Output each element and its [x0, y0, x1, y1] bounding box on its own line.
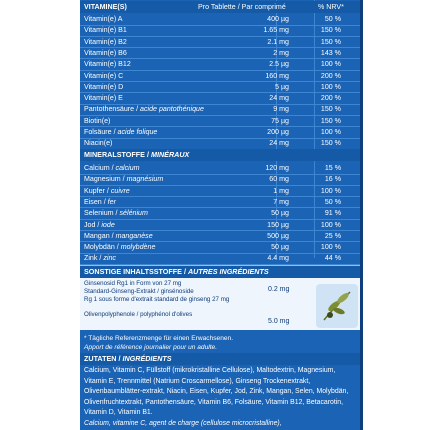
mineral-row	[80, 186, 363, 198]
nutrient-name-de: Eisen	[84, 197, 102, 206]
ginsenoside-line-1: Ginsenosid Rg1 in Form von 27 mg	[84, 280, 182, 287]
nutrient-name-de: Kupfer	[84, 186, 105, 195]
other-ingredients-box	[80, 278, 363, 330]
ingredients-text-fr: Calcium, vitamine C, agent de charge (cellulose microcristalline),	[84, 419, 282, 427]
mineral-row	[80, 208, 363, 220]
nutrient-name: Pantothensäure / acide pantothénique	[84, 105, 204, 114]
vitamin-row	[80, 93, 363, 105]
nutrient-name: Zink / zinc	[84, 254, 116, 263]
nutrient-name-de: Molybdän	[84, 243, 115, 252]
package-edge	[360, 0, 363, 430]
nutrient-amount: 500 µg	[267, 231, 289, 240]
nutrient-name-de: Vitamin(e) C	[84, 71, 124, 80]
nutrient-amount: 200 µg	[267, 128, 289, 136]
nutrient-name-de: Selenium	[84, 209, 114, 218]
nutrient-name	[84, 71, 123, 83]
vitamin-row	[80, 127, 363, 139]
mineral-row	[80, 242, 363, 254]
nutrient-nrv: 150 %	[320, 116, 341, 125]
nutrient-nrv: 143 %	[320, 48, 341, 57]
nutrient-name-de: Vitamin(e) E	[84, 94, 123, 103]
nutrient-name	[84, 82, 123, 94]
minerals-header: MINERALSTOFFE / MINÉRAUX	[80, 149, 363, 161]
nutrition-panel	[80, 0, 363, 430]
footnote-fr: Apport de référence journalier pour un adulte.	[84, 344, 218, 351]
nutrient-amount: 150 µg	[267, 220, 289, 229]
nutrient-name: Mangan / manganèse	[84, 231, 153, 240]
nutrient-nrv: 16 %	[324, 175, 341, 184]
nutrient-name-de: Niacin(e)	[84, 139, 113, 148]
nutrient-name-de: Vitamin(e) B1	[84, 26, 127, 35]
nutrient-name	[84, 59, 131, 71]
nutrient-nrv: 50 %	[324, 197, 341, 206]
vitamins-title: VITAMINE(S)	[84, 3, 127, 11]
nutrient-amount: 50 µg	[271, 209, 289, 218]
ginsenoside-line-2: Standard-Ginseng-Extrakt / ginsénoside	[84, 288, 194, 295]
nutrient-name	[84, 93, 123, 105]
nutrient-name	[84, 37, 127, 49]
nutrient-name-de: Magnesium	[84, 175, 121, 184]
nutrient-amount: 160 mg	[265, 71, 289, 80]
nutrient-amount: 24 mg	[269, 94, 289, 103]
other-title: SONSTIGE INHALTSSTOFFE	[84, 267, 182, 276]
vitamin-row	[80, 48, 363, 60]
vitamin-row	[80, 116, 363, 128]
ginsenoside-value: 0.2 mg	[268, 286, 290, 293]
minerals-title: MINERALSTOFFE	[84, 150, 145, 159]
nutrient-amount: 5 µg	[275, 82, 289, 91]
nutrient-name: Eisen / fer	[84, 197, 116, 206]
nutrient-nrv: 15 %	[324, 164, 341, 172]
mineral-row	[80, 174, 363, 186]
nutrient-amount: 400 µg	[267, 15, 289, 23]
nutrient-name	[84, 25, 127, 37]
nutrient-name-fr: calcium	[115, 164, 140, 172]
nrv-label: % NRV*	[318, 3, 344, 11]
nutrient-name-de: Vitamin(e) A	[84, 15, 123, 23]
per-tablet-label: Pro Tablette / Par comprimé	[198, 3, 286, 11]
nutrient-name-de: Vitamin(e) B2	[84, 37, 127, 46]
nutrient-nrv: 100 %	[320, 82, 341, 91]
minerals-title-fr: MINÉRAUX	[150, 150, 190, 159]
nutrient-name	[84, 116, 110, 128]
nutrient-name	[84, 14, 123, 26]
nutrient-name-fr: acide folique	[117, 128, 158, 136]
nutrient-amount: 1.65 mg	[263, 26, 289, 35]
nutrient-nrv: 44 %	[324, 254, 341, 263]
ingredients-header: ZUTATEN / INGRÉDIENTS	[80, 353, 363, 365]
nutrient-name-de: Calcium	[84, 164, 110, 172]
nutrient-nrv: 25 %	[324, 231, 341, 240]
nutrient-nrv: 150 %	[320, 139, 341, 148]
other-title-fr: AUTRES INGRÉDIENTS	[187, 267, 269, 276]
nutrient-amount: 24 mg	[269, 139, 289, 148]
vitamins-header	[80, 1, 363, 13]
vitamin-row	[80, 71, 363, 83]
nutrient-nrv: 100 %	[320, 220, 341, 229]
mineral-row	[80, 197, 363, 209]
olive-polyphenol-value: 5.0 mg	[268, 318, 290, 325]
package-left-margin	[0, 0, 80, 430]
nutrient-name-de: Biotin(e)	[84, 116, 111, 125]
nutrient-amount: 2 mg	[273, 48, 289, 57]
nutrient-amount: 60 mg	[269, 175, 289, 184]
vitamin-row	[80, 82, 363, 94]
nutrient-amount: 1 mg	[273, 186, 289, 195]
nutrient-name-de: Vitamin(e) D	[84, 82, 124, 91]
nutrient-name	[84, 48, 127, 60]
olive-polyphenol-line: Olivenpolyphenole / polyphénol d'olives	[84, 311, 193, 318]
nutrient-nrv: 50 %	[324, 15, 341, 23]
nutrient-name: Selenium / sélénium	[84, 209, 148, 218]
nutrient-name-fr: fer	[107, 197, 116, 206]
nutrient-name: Jod / iode	[84, 220, 115, 229]
nutrient-name-de: Vitamin(e) B12	[84, 60, 131, 69]
nutrient-nrv: 91 %	[324, 209, 341, 218]
vitamin-row	[80, 37, 363, 49]
nutrient-amount: 2.5 µg	[269, 60, 289, 69]
nutrient-name-de: Folsäure	[84, 128, 112, 136]
ginsenoside-line-3: Rg 1 sous forme d'extrait standard de ginseng 27 mg	[84, 296, 230, 303]
mineral-row	[80, 220, 363, 232]
mineral-row	[80, 163, 363, 175]
nutrient-amount: 75 µg	[271, 116, 289, 125]
mineral-row	[80, 253, 363, 265]
nutrient-nrv: 100 %	[320, 186, 341, 195]
nutrient-nrv: 200 %	[320, 94, 341, 103]
nutrient-name-de: Vitamin(e) B6	[84, 48, 127, 57]
vitamin-row	[80, 25, 363, 37]
nutrient-name-fr: zinc	[103, 254, 116, 263]
nutrient-name-de: Pantothensäure	[84, 105, 135, 114]
nutrient-name-de: Zink	[84, 254, 98, 263]
nutrient-nrv: 200 %	[320, 71, 341, 80]
nutrient-name-fr: magnésium	[126, 175, 164, 184]
nutrient-name: Molybdän / molybdène	[84, 243, 156, 252]
nutrient-nrv: 150 %	[320, 37, 341, 46]
footnote-de: * Tägliche Referenzmenge für einen Erwachsenen.	[84, 335, 234, 342]
nutrient-name: Calcium / calcium	[84, 164, 140, 172]
nutrient-amount: 120 mg	[265, 164, 289, 172]
vitamin-row	[80, 14, 363, 26]
nutrient-amount: 50 µg	[271, 243, 289, 252]
ingredients-text	[84, 366, 356, 429]
nutrient-amount: 9 mg	[273, 105, 289, 114]
olive-leaf-icon	[316, 284, 358, 328]
nutrient-name-fr: cuivre	[110, 186, 130, 195]
nutrient-name: Folsäure / acide folique	[84, 128, 158, 136]
nutrient-amount: 7 mg	[273, 197, 289, 206]
nutrient-name: Magnesium / magnésium	[84, 175, 164, 184]
nutrient-name-fr: molybdène	[120, 243, 156, 252]
vitamin-row	[80, 104, 363, 116]
nutrient-nrv: 100 %	[320, 128, 341, 136]
nutrient-name-fr: manganèse	[115, 231, 153, 240]
nutrient-nrv: 150 %	[320, 105, 341, 114]
ingredients-title: ZUTATEN	[84, 354, 117, 363]
nutrient-nrv: 100 %	[320, 60, 341, 69]
nutrient-nrv: 100 %	[320, 243, 341, 252]
ingredients-title-fr: INGRÉDIENTS	[122, 354, 172, 363]
nutrient-name-fr: sélénium	[119, 209, 148, 218]
package-right-margin	[363, 0, 430, 430]
nutrient-name-fr: acide pantothénique	[140, 105, 204, 114]
vitamin-row	[80, 59, 363, 71]
nutrient-nrv: 150 %	[320, 26, 341, 35]
mineral-row	[80, 231, 363, 243]
nutrient-amount: 2.1 mg	[267, 37, 289, 46]
nutrient-name-de: Mangan	[84, 231, 110, 240]
nutrient-name-de: Jod	[84, 220, 96, 229]
nutrient-amount: 4.4 mg	[267, 254, 289, 263]
ingredients-text-de: Calcium, Vitamin C, Füllstoff (mikrokristalline Cellulose), Maltodextrin, Magnesium, Vitamin E, Trennmittel (Natrium Croscarmellose), Ginseng Trockenextrakt, Olivenbaumblätter-extrakt, Niacin, Eisen, Kupfer, Jod, Zink, Mangan, Selen, Molybdän, Olivenfruchtextrakt, Pantothensäure, Vitamin B6, Folsäure, Vitamin B12, Betacarotin, Vitamin D, Vitamin B1.	[84, 367, 349, 416]
nutrient-name: Kupfer / cuivre	[84, 186, 130, 195]
other-header: SONSTIGE INHALTSSTOFFE / AUTRES INGRÉDIENTS	[80, 265, 363, 278]
nutrient-name-fr: iode	[101, 220, 115, 229]
